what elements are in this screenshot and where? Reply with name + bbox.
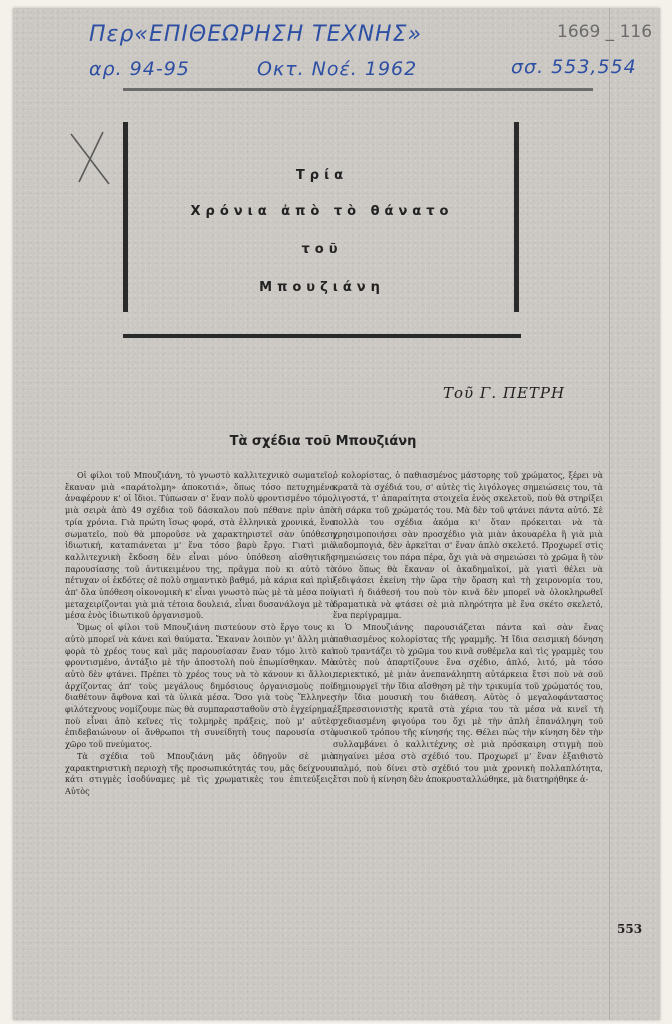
handwritten-pages: σσ. 553,554 [511,56,637,78]
title-line-3: τοῦ [301,242,343,257]
clipping-page [13,8,660,1020]
pencil-archive-note: 1669 _ 116 [557,22,653,42]
article-column-left [65,470,335,798]
paragraph: Τὰ σχέδια τοῦ Μπουζιάνη μᾶς ὁδηγοῦν σὲ μιὰ χαρακτηριστικὴ περιοχὴ τῆς προσωπικότητάς του, μᾶς δείχνουν κάτι στιγμὲς ἰσοδύναμες μὲ τὶς χρωματικὲς του ἐπιτεύξεις. Αὐτὸς [65,750,335,796]
author-byline: Τοῦ Γ. ΠΕΤΡΗ [443,384,566,402]
title-line-2: Χρόνια ἀπὸ τὸ θάνατο [190,204,454,219]
handwritten-source-title: Περ«ΕΠΙΘΕΩΡΗΣΗ ΤΕΧΝΗΣ» [89,22,423,47]
paragraph: Οἱ φίλοι τοῦ Μπουζιάνη, τὸ γνωστὸ καλλιτεχνικὸ σωματεῖο, ἔκαναν μιὰ «παράτολμη» ἀποκοτιά», ὅπως τόσο πετυχημένα ἀναφέρουν κ' οἱ ἴδιοι. Τύπωσαν σ' ἕναν πολὺ φροντισμένο τόμο, μιὰ σειρὰ ἀπὸ 49 σχέδια τοῦ δάσκαλου ποὺ πέθανε πρὶν ἀπὸ τρία χρόνια. Γιὰ πρώτη ἴσως φορά, στὰ ἑλληνικὰ χρονικά, ἕνα σωματεῖο, ποὺ θὰ μποροῦσε νὰ χαρακτηριστεῖ σὰν ὑπόθεση ἰδιωτική, καταπιάνεται μ' ἕνα τόσο βαρὺ ἔργο. Γιατὶ μιὰ καλλιτεχνικὴ ἔκδοση δὲν εἶναι μόνο ὑπόθεση αἰσθητικῆς παρουσίασης τοῦ ἀντικειμένου της, πρᾶγμα ποὺ κι αὐτὸ τὸ πέτυχαν οἱ ἐκδότες σὲ πολὺ σημαντικὸ βαθμό, μὰ κάρια καὶ πρὶν ἀπ' ὅλα ὑπόθεση οἰκονομικὴ κ' εἶναι γνωστὸ πὼς μὲ τὰ μέσα ποὺ μεταχειρίζονται γιὰ μιὰ τέτοια δουλειά, εἶναι δυσανάλογα μὲ τὰ μέσα ἑνὸς ἰδιωτικοῦ ὀργανισμοῦ. [65,470,335,621]
page-fold [609,8,610,1020]
pencil-cross-mark [67,128,113,188]
paragraph: ὁ κολορίστας, ὁ παθιασμένος μάστορης τοῦ χρώματος, ξέρει νὰ κρατᾶ τὰ σχέδιά του, σ' αὐτὲς τὶς λιγόλογες σημειώσεις του, τὰ λιγοστά, τ' ἀπαραίτητα στοιχεῖα ἑνὸς σκελετοῦ, ποὺ θὰ στηρίξει τὴ σάρκα τοῦ χρώματός του. Μὰ δὲν τοῦ φτάνει πάντα αὐτό. Σὲ πολλὰ του σχέδια ἀκόμα κι' ὅταν πρόκειται νὰ τὰ χρησιμοποιήσει σὰν προσχέδιο γιὰ μιὰν ἀκουαρέλα ἢ γιὰ μιὰ λαδομπογιά, δὲν ἀρκεῖται σ' ἕναν ἁπλὸ σκελετό. Προχωρεῖ στὶς σημειώσεις του πάρα πέρα, ὄχι γιὰ νὰ σημειώσει τὸ χρῶμα ἢ τὸν τόνο ὅπως θὰ ἔκαναν οἱ ἀκαδημαϊκοί, μὰ γιατὶ θέλει νὰ ξεδιψάσει ἐκείνη τὴν ὥρα τὴν ὅραση καὶ τὴ χειρονομία του, γιατὶ ἡ διάθεσή του ποὺ τὸν κινᾶ δὲν μπορεῖ νὰ ὁλοκληρωθεῖ δραματικὰ νὰ φτάσει σὲ μιὰ πληρότητα μὲ ἕνα σκέτο σκελετό, ἕνα περίγραμμα. [333,470,603,621]
section-heading: Τὰ σχέδια τοῦ Μπουζιάνη [229,434,417,449]
paragraph: Ὁ Μπουζιάνης παρουσιάζεται πάντα καὶ σὰν ἕνας παθιασμένος κολορίστας τῆς γραμμῆς. Ἡ ἴδια σεισμικὴ δόνηση ποὺ τραντάζει τὸ χρῶμα του κινᾶ συθέμελα καὶ τὶς γραμμὲς του αὐτὲς ποὺ ἀπαρτίζουνε ἕνα σχέδιο, ἁπλό, λιτό, μὰ τόσο περιεκτικό, μὲ μιὰν ἀνεπανάληπτη αὐτάρκεια ἔτσι ποὺ νὰ σοῦ δημιουργεῖ τὴν ἴδια αἴσθηση μὲ τὴν τρικυμία τοῦ χρώματός του, τὴν ἴδια μουσικὴ του διάθεση. Αὐτὸς ὁ μεγαλοφάνταστος ἐξπρεσσιονιστὴς κρατᾶ στὰ χέρια του τὰ μέσα νὰ κινεῖ τὴ σχεδιασμένη φιγούρα του ὄχι μὲ τὴν ἁπλὴ ἐπανάληψη τοῦ φυσικοῦ τρόπου τῆς κίνησής της. Θέλει πὼς τὴν κίνηση δὲν τὴν συλλαμβάνει ὁ καλλιτέχνης σὲ μιὰ πρόσκαιρη στιγμὴ ποὺ πηγαίνει μέσα στὸ σχέδιό του. Προχωρεῖ μ' ἕναν ἐξαιθιστὸ παλμό, ποὺ δίνει στὸ σχέδιό του μιὰ χρονικὴ πολλαπλότητα, ἔτσι ποὺ ἡ κίνηση δὲν ἀποκρυσταλλώθηκε, μὰ διατηρήθηκε ἀ- [333,622,603,785]
title-line-1: Τρία [295,168,349,183]
title-frame [123,114,521,346]
page-number: 553 [617,922,643,936]
title-line-4: Μπουζιάνη [259,280,385,295]
paragraph: Ὅμως οἱ φίλοι τοῦ Μπουζιάνη πιστεύουν στὸ ἔργο τους κι αὐτὸ μπορεῖ νὰ κάνει καὶ θαύματα. Ἔκαναν λοιπὸν γι' ἄλλη μιὰ φορὰ τὸ χρέος τους καὶ μᾶς παρουσίασαν ἕναν τόμο λιτὸ καὶ φροντισμένο, ἀντάξιο μὲ τὴν ἀποστολὴ ποὺ ἐπωμίσθηκαν. Μὰ αὐτὸ δὲν φτάνει. Πρέπει τὸ χρέος τους νὰ τὸ κάνουν κι ἄλλοι, ἀρχίζοντας ἀπ' τοὺς μεγάλους δημόσιους ὀργανισμοὺς ποὺ διαθέτουν ἄφθονα καὶ τὰ ὑλικὰ μέσα. Ὅσο γιὰ τοὺς Ἕλληνες φιλότεχνους νομίζουμε πὼς θὰ συμπαρασταθοῦν στὸ ἐγχείρημα, ποὺ εἶναι ἀπὸ κεῖνες τὶς τολμηρὲς πράξεις, ποὺ μ' αὐτὲς ἐπιδεβαιώνουν οἱ ἄνθρωποι τὴ συνείδητὴ τους παρουσία στὸ χῶρο τοῦ πνεύματος. [65,622,335,750]
handwritten-issue-number: αρ. 94-95 [89,58,190,80]
handwritten-issue-date: Οκτ. Νοέ. 1962 [257,58,418,80]
frame-bottom-bar [123,334,521,338]
article-column-right [333,470,603,786]
handwritten-underline [123,88,593,91]
